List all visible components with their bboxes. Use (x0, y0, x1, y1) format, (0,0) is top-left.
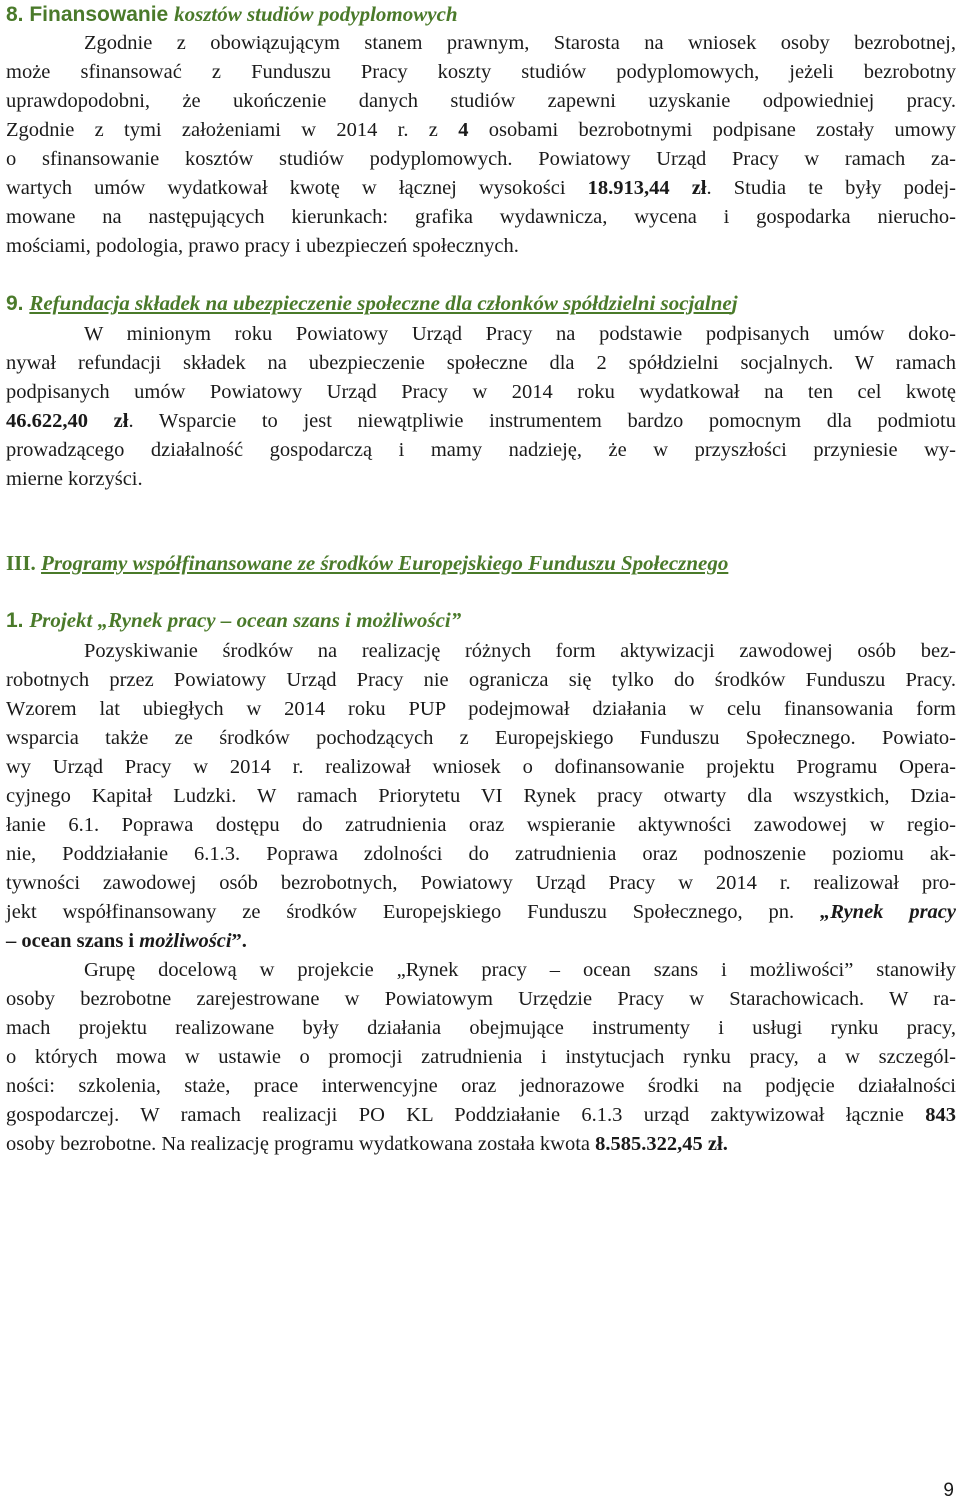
text-line: Grupę docelową w projekcie „Rynek pracy – ocean szans i możliwości” stanowiły (84, 959, 956, 981)
text-line: osoby bezrobotne zarejestrowane w Powiatowym Urzędzie Pracy w Starachowicach. W ra- (6, 988, 956, 1010)
text-fragment: . Studia te były podej- (706, 177, 956, 199)
section-III-number: III. (6, 551, 42, 575)
section-9 (6, 289, 956, 494)
text-line: o sfinansowanie kosztów studiów podyplomowych. Powiatowy Urząd Pracy w ramach za- (6, 148, 956, 170)
section-III (6, 549, 956, 577)
section-9-title-tail: j (731, 291, 738, 315)
section-III-title: Programy współfinansowane ze środków Europejskiego Funduszu Społecznego (41, 551, 729, 575)
text-line: tywności zawodowej osób bezrobotnych, Powiatowy Urząd Pracy w 2014 r. realizował pro- (6, 872, 956, 894)
text-line: nywał refundacji składek na ubezpieczenie społeczne dla 2 spółdzielni socjalnych. W ramach (6, 352, 956, 374)
text-fragment: osoby bezrobotne. Na realizację programu wydatkowana została kwota (6, 1133, 596, 1155)
project-name-bold: możliwości (139, 930, 232, 952)
text-fragment: Zgodnie z tymi założeniami w 2014 r. z (6, 119, 459, 141)
text-line (6, 174, 956, 203)
text-line: wsparcia także ze środków pochodzących z Europejskiego Funduszu Społecznego. Powiato- (6, 727, 956, 749)
text-line: robotnych przez Powiatowy Urząd Pracy nie ogranicza się tylko do środków Funduszu Pracy. (6, 669, 956, 691)
amount-bold: 46.622,40 zł (6, 410, 129, 432)
section-8 (6, 0, 956, 261)
section-8-body (6, 29, 956, 261)
text-line: W minionym roku Powiatowy Urząd Pracy na podstawie podpisanych umów doko- (84, 323, 956, 345)
section-9-title: Refundacja składek na ubezpieczenie społeczne dla członków spółdzielni socjalne (29, 291, 732, 315)
text-line: nie, Poddziałanie 6.1.3. Poprawa zdolności do zatrudnienia oraz podnoszenie poziomu ak- (6, 843, 956, 865)
text-line: prowadzącego działalność gospodarczą i mamy nadzieję, że w przyszłości przyniesie wy- (6, 439, 956, 461)
amount-bold: 18.913,44 zł (587, 177, 707, 199)
section-8-title-first: Finansowanie (29, 3, 175, 26)
text-line: łanie 6.1. Poprawa dostępu do zatrudnienia oraz wspieranie aktywności zawodowej w regio- (6, 814, 956, 836)
project-name-bold: – ocean szans i (6, 930, 140, 952)
text-line: o których mowa w ustawie o promocji zatrudnienia i instytucjach rynku pracy, a w szczegól- (6, 1046, 956, 1068)
project-1-body (6, 637, 956, 1159)
text-line (6, 1101, 956, 1130)
text-fragment: jekt współfinansowany ze środków Europejskiego Funduszu Społecznego, pn. (6, 901, 821, 923)
text-line (6, 898, 956, 927)
text-line: uprawdopodobni, że ukończenie danych studiów zapewni uzyskanie odpowiedniej pracy. (6, 90, 956, 112)
text-fragment: . Wsparcie to jest niewątpliwie instrumentem bardzo pomocnym dla podmiotu (128, 410, 956, 432)
text-line: może sfinansować z Funduszu Pracy koszty studiów podyplomowych, jeżeli bezrobotny (6, 61, 956, 83)
text-fragment: wartych umów wydatkował kwotę w łącznej wysokości (6, 177, 588, 199)
text-fragment: gospodarczej. W ramach realizacji PO KL Poddziałanie 6.1.3 urząd zaktywizował łącznie (6, 1104, 926, 1126)
section-9-body (6, 320, 956, 494)
text-line: podpisanych umów Powiatowy Urząd Pracy w 2014 roku wydatkował na ten cel kwotę (6, 381, 956, 403)
amount-bold: 8.585.322,45 zł. (595, 1133, 728, 1155)
section-8-heading (6, 0, 956, 29)
text-line: mierne korzyści. (6, 468, 143, 490)
project-1-heading (6, 606, 956, 635)
text-line: wy Urząd Pracy w 2014 r. realizował wniosek o dofinansowanie projektu Programu Opera- (6, 756, 956, 778)
text-line: mościami, podologia, prawo pracy i ubezpieczeń społecznych. (6, 235, 519, 257)
text-line: mach projektu realizowane były działania obejmujące instrumenty i usługi rynku pracy, (6, 1017, 956, 1039)
text-line (6, 1130, 956, 1159)
text-line (6, 927, 956, 956)
project-1-title: Projekt „Rynek pracy – ocean szans i możliwości” (29, 608, 462, 632)
text-line (6, 116, 956, 145)
text-line: cyjnego Kapitał Ludzki. W ramach Priorytetu VI Rynek pracy otwarty dla wszystkich, Dzia- (6, 785, 956, 807)
count-bold: 4 (458, 119, 469, 141)
project-1 (6, 606, 956, 1159)
text-line: mowane na następujących kierunkach: grafika wydawnicza, wycena i gospodarka nierucho- (6, 206, 956, 228)
section-9-number: 9. (6, 292, 30, 315)
section-III-heading (6, 549, 956, 577)
section-8-number: 8. (6, 3, 30, 26)
text-line: Pozyskiwanie środków na realizację różnych form aktywizacji zawodowej osób bez- (84, 640, 956, 662)
page-number: 9 (943, 1480, 954, 1501)
text-line: ności: szkolenia, staże, prace interwencyjne oraz jednorazowe środki na podjęcie działalności (6, 1075, 956, 1097)
text-line (6, 407, 956, 436)
text-fragment: osobami bezrobotnymi podpisane zostały umowy (468, 119, 956, 141)
section-8-title: kosztów studiów podyplomowych (174, 2, 458, 26)
text-line: Zgodnie z obowiązującym stanem prawnym, Starosta na wniosek osoby bezrobotnej, (84, 32, 956, 54)
count-bold: 843 (925, 1104, 956, 1126)
project-1-number: 1. (6, 609, 30, 632)
project-name-bold: ”. (231, 930, 247, 952)
section-9-heading (6, 289, 956, 318)
project-name-bold: „Rynek pracy (820, 901, 956, 923)
text-line: Wzorem lat ubiegłych w 2014 roku PUP podejmował działania w celu finansowania form (6, 698, 956, 720)
